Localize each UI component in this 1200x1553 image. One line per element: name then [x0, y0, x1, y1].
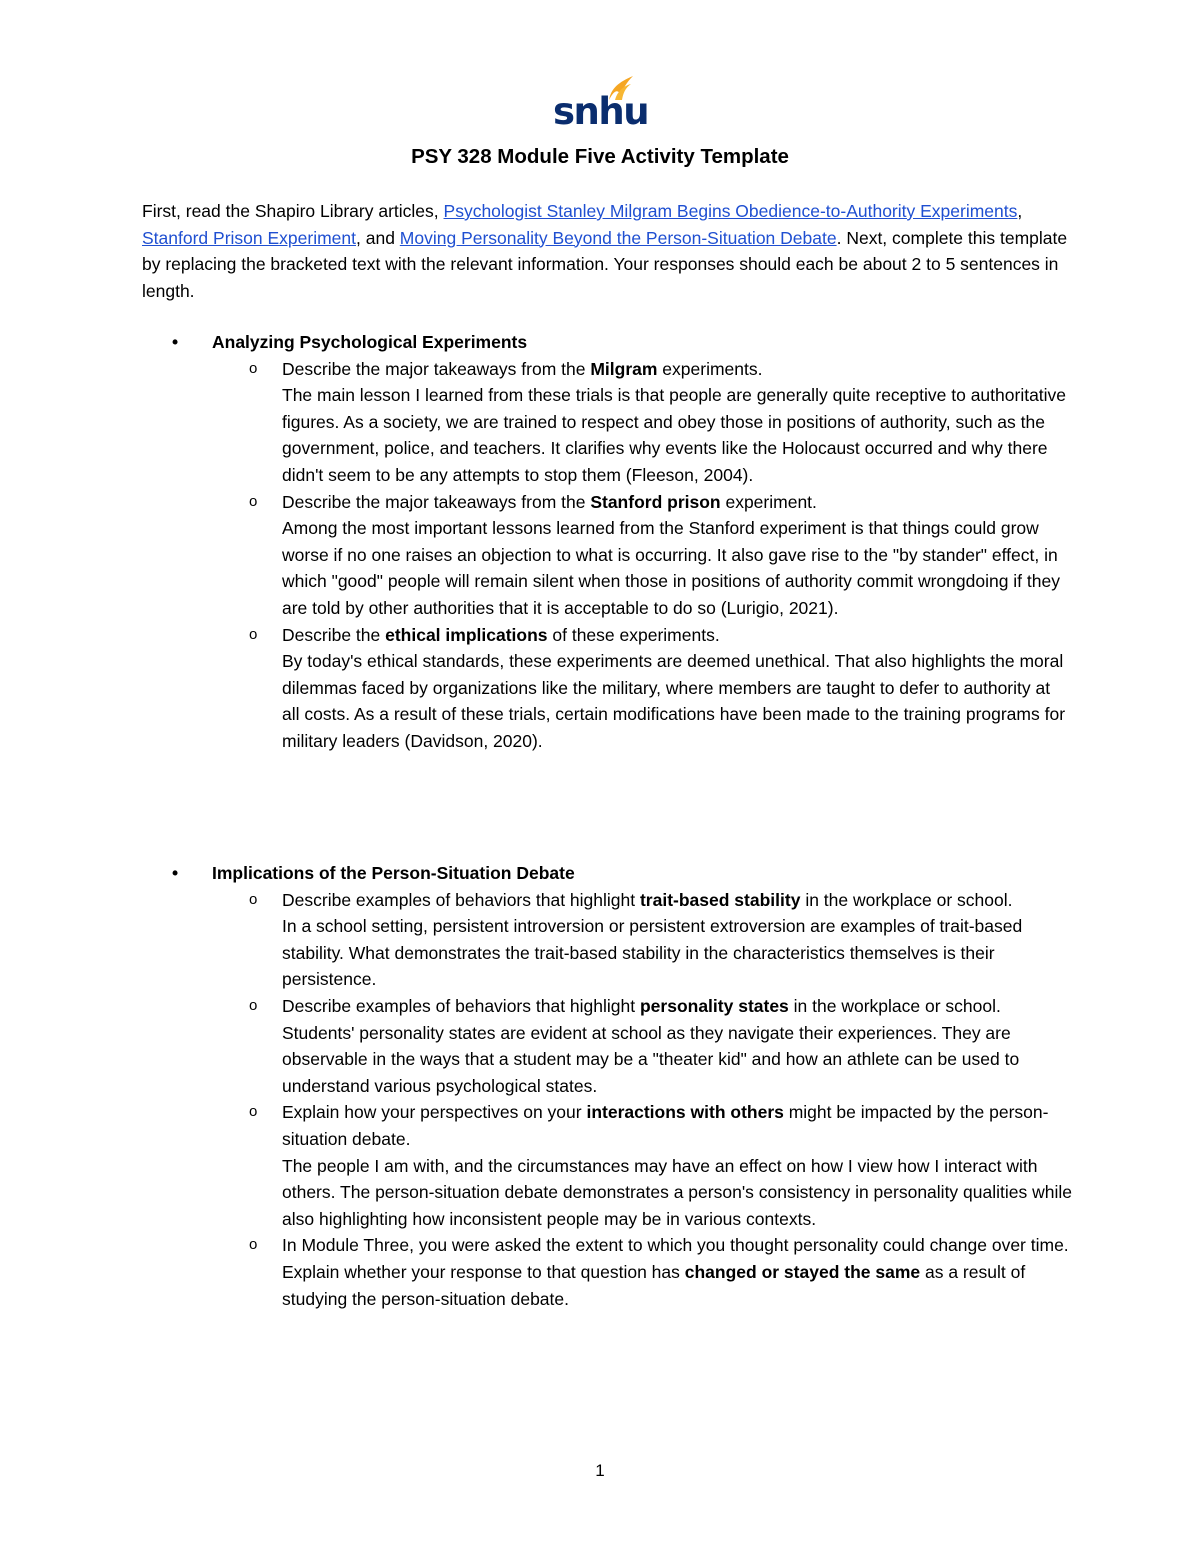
page-number: 1: [595, 1461, 605, 1480]
question-text: Describe the major takeaways from the Milgram experiments.: [282, 358, 763, 379]
answer-text: The people I am with, and the circumstances may have an effect on how I view how I interact with others. The person-situation debate demonstrates a person's consistency in personality qualities while also highlighting how inconsistent people may be in various contexts.: [282, 1155, 1072, 1229]
question-text: Describe the ethical implications of these experiments.: [282, 624, 720, 645]
circle-bullet-icon: o: [249, 890, 258, 908]
question-text: Describe examples of behaviors that highlight trait-based stability in the workplace or school.: [282, 889, 1013, 910]
list-item: [172, 1232, 1072, 1312]
list-item: [172, 887, 1072, 993]
section-heading-text: Analyzing Psychological Experiments: [212, 332, 528, 352]
question-text: Explain how your perspectives on your interactions with others might be impacted by the person-situation debate.: [282, 1102, 1049, 1149]
section-heading-text: Implications of the Person-Situation Debate: [212, 863, 575, 883]
section-person-situation-debate: [172, 860, 1072, 1312]
answer-text: The main lesson I learned from these trials is that people are generally quite receptive to authoritative figures. As a society, we are trained to respect and obey those in positions of authority, such as the government, police, and teachers. It clarifies why events like the Holocaust occurred and why there didn't seem to be any attempts to stop them (Fleeson, 2004).: [282, 385, 1067, 485]
bullet-icon: •: [172, 863, 179, 883]
list-item: [172, 993, 1072, 1099]
intro-sep: ,: [1017, 201, 1023, 221]
intro-lead: First, read the Shapiro Library articles,: [142, 201, 444, 221]
circle-bullet-icon: o: [249, 996, 258, 1014]
intro-paragraph: [142, 198, 1072, 304]
circle-bullet-icon: o: [249, 625, 258, 643]
snhu-logo: [553, 74, 649, 134]
link-stanford-article[interactable]: Stanford Prison Experiment: [142, 227, 356, 248]
section-heading: [172, 860, 1072, 887]
bullet-icon: •: [172, 332, 179, 352]
circle-bullet-icon: o: [249, 359, 258, 377]
list-item: [172, 489, 1072, 622]
question-text: Describe the major takeaways from the Stanford prison experiment.: [282, 491, 817, 512]
section-analyzing-experiments: [172, 329, 1072, 755]
link-milgram-article[interactable]: Psychologist Stanley Milgram Begins Obedience-to-Authority Experiments: [443, 201, 1018, 221]
section-heading: [172, 329, 1072, 356]
logo-wordmark: snhu: [553, 90, 649, 133]
answer-text: Among the most important lessons learned from the Stanford experiment is that things could grow worse if no one raises an objection to what is occurring. It also gave rise to the "by stander" effect, in which "good" people will remain silent when those in positions of authority commit wrongdoing if they are told by other authorities that it is acceptable to do so (Lurigio, 2021).: [282, 518, 1060, 618]
intro-sep: , and: [356, 227, 400, 248]
answer-text: By today's ethical standards, these experiments are deemed unethical. That also highlights the moral dilemmas faced by organizations like the military, where members are taught to defer to authority at all costs. As a result of these trials, certain modifications have been made to the training programs for military leaders (Davidson, 2020).: [282, 651, 1066, 751]
answer-text: In a school setting, persistent introversion or persistent extroversion are examples of trait-based stability. What demonstrates the trait-based stability in the characteristics themselves is their persistence.: [282, 916, 1023, 990]
circle-bullet-icon: o: [249, 1236, 258, 1254]
answer-text: Students' personality states are evident at school as they navigate their experiences. They are observable in the ways that a student may be a "theater kid" and how an athlete can be used to understand various psychological states.: [282, 1022, 1020, 1096]
list-item: [172, 622, 1072, 755]
document-title: PSY 328 Module Five Activity Template: [411, 145, 789, 168]
list-item: [172, 1099, 1072, 1232]
intro-tail: . Next, complete this template by replacing the bracketed text with the relevant information. Your responses should each be about 2 to 5 sentences in length.: [142, 227, 1068, 301]
question-text: In Module Three, you were asked the extent to which you thought personality could change over time. Explain whether your response to that question has changed or stayed the same as a result of studying the person-situation debate.: [282, 1235, 1069, 1309]
question-text: Describe examples of behaviors that highlight personality states in the workplace or school.: [282, 995, 1001, 1016]
circle-bullet-icon: o: [249, 492, 258, 510]
link-person-situation-article[interactable]: Moving Personality Beyond the Person-Situation Debate: [399, 227, 837, 248]
circle-bullet-icon: o: [249, 1103, 258, 1121]
list-item: [172, 356, 1072, 489]
